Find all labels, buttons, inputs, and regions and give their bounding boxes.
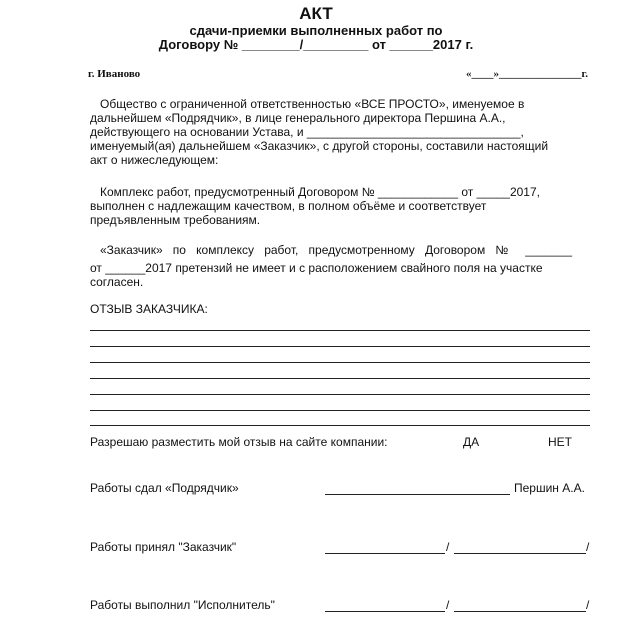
- paragraph-3-line: от ______2017 претензий не имеет и с расположением свайного поля на участке: [90, 261, 543, 275]
- review-line: [90, 362, 590, 363]
- permission-yes-option[interactable]: ДА: [463, 435, 480, 449]
- paragraph-1-line: акт о нижеследующем:: [90, 153, 219, 167]
- city-name: г. Иваново: [88, 68, 141, 80]
- paragraph-1-line: дальнейшем «Подрядчик», в лице генерального директора Першина А.А.,: [90, 111, 506, 125]
- permission-text: Разрешаю разместить мой отзыв на сайте компании:: [90, 435, 388, 449]
- act-date: «____»_______________г.: [465, 68, 588, 80]
- contractor-signature-line: [325, 494, 510, 495]
- executor-signature-slash: /: [586, 598, 590, 612]
- customer-signature-slash: /: [446, 540, 450, 554]
- review-line: [90, 378, 590, 379]
- contractor-name: Першин А.А.: [514, 481, 585, 495]
- paragraph-1-line: именуемый(ая) дальнейшем «Заказчик», с другой стороны, составили настоящий: [90, 139, 549, 153]
- paragraph-3-line: согласен.: [90, 275, 144, 289]
- paragraph-2-line: предъявленным требованиям.: [90, 213, 261, 227]
- contractor-signature-label: Работы сдал «Подрядчик»: [90, 481, 239, 495]
- executor-signature-line: [325, 611, 445, 612]
- review-line: [90, 346, 590, 347]
- review-line: [90, 425, 590, 426]
- review-line: [90, 394, 590, 395]
- contract-reference: Договору № ________/_________ от ______2017 г.: [158, 37, 474, 52]
- permission-no-option[interactable]: НЕТ: [548, 435, 572, 449]
- customer-name-line: [454, 553, 586, 554]
- customer-signature-label: Работы принял "Заказчик": [90, 540, 237, 554]
- document-subtitle: сдачи-приемки выполненных работ по: [189, 23, 443, 38]
- paragraph-1-line: Общество с ограниченной ответственностью «ВСЕ ПРОСТО», именуемое в: [100, 97, 525, 111]
- paragraph-3-line: «Заказчик» по комплексу работ, предусмотренному Договором № _______: [100, 243, 572, 257]
- executor-signature-slash: /: [446, 598, 450, 612]
- executor-name-line: [454, 611, 586, 612]
- document-title: АКТ: [299, 4, 333, 23]
- customer-signature-line: [325, 553, 445, 554]
- review-line: [90, 410, 590, 411]
- review-line: [90, 330, 590, 331]
- paragraph-1-line: действующего на основании Устава, и ________________________________,: [90, 125, 524, 139]
- paragraph-2-line: Комплекс работ, предусмотренный Договором № ____________ от _____2017,: [100, 185, 540, 199]
- review-heading: ОТЗЫВ ЗАКАЗЧИКА:: [90, 302, 208, 316]
- customer-signature-slash: /: [586, 540, 590, 554]
- executor-signature-label: Работы выполнил "Исполнитель": [90, 598, 275, 612]
- paragraph-2-line: выполнен с надлежащим качеством, в полном объёме и соответствует: [90, 199, 487, 213]
